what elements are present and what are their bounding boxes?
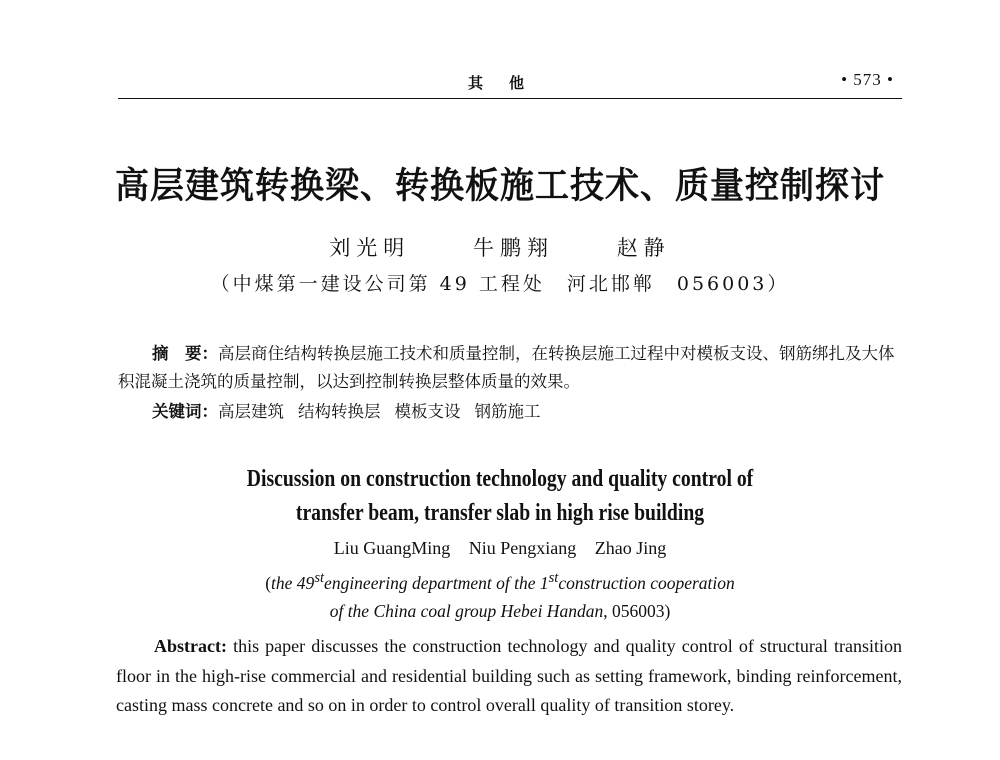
author-name: 牛鹏翔 <box>473 236 554 260</box>
keywords-label: 关键词： <box>152 402 218 421</box>
author-list <box>0 234 1000 262</box>
author-name: 刘光明 <box>329 236 411 260</box>
english-affiliation-line <box>0 564 1000 597</box>
chinese-abstract <box>118 340 906 426</box>
abstract-label: Abstract: <box>154 636 227 656</box>
english-abstract <box>116 632 902 721</box>
english-title-line: transfer beam, transfer slab in high rise building <box>295 500 705 526</box>
keyword: 模板支设 <box>394 402 461 421</box>
paper-title: 高层建筑转换梁、转换板施工技术、质量控制探讨 <box>115 165 885 207</box>
keyword: 结构转换层 <box>298 402 381 421</box>
keywords-line <box>118 398 906 426</box>
english-author-list <box>0 536 1000 560</box>
english-affiliation-line <box>0 597 1000 625</box>
english-title <box>90 462 910 530</box>
abstract-paragraph <box>118 340 906 396</box>
page-number: • 573 • <box>841 70 894 89</box>
affil-text: the 49 <box>271 572 315 593</box>
author-affiliation: （中煤第一建设公司第 49 工程处 河北邯郸 056003） <box>210 273 790 295</box>
section-name: 其他 <box>468 74 551 92</box>
affil-text: engineering department of the 1 <box>324 572 549 593</box>
affil-text: , 056003) <box>603 600 671 621</box>
abstract-text: this paper discusses the construction technology and quality control of structural transition floor in the high-rise commercial and residential building such as setting framework, binding reinforcement, casting mass concrete and so on in order to control overall quality of transition storey. <box>116 636 902 715</box>
english-affiliation <box>0 564 1000 625</box>
english-author-name: Niu Pengxiang <box>468 538 577 558</box>
header-rule <box>118 98 902 99</box>
keyword: 高层建筑 <box>218 402 284 421</box>
english-author-name: Liu GuangMing <box>333 538 451 558</box>
affil-text: construction cooperation <box>558 572 735 593</box>
keyword: 钢筋施工 <box>474 402 541 421</box>
ordinal-suffix: st <box>548 570 559 586</box>
ordinal-suffix: st <box>314 570 325 586</box>
abstract-label: 摘 要： <box>152 344 218 363</box>
english-author-name: Zhao Jing <box>594 538 667 558</box>
abstract-paragraph <box>116 632 902 721</box>
author-name: 赵静 <box>616 236 671 260</box>
running-head <box>118 66 902 96</box>
abstract-text: 高层商住结构转换层施工技术和质量控制，在转换层施工过程中对模板支设、钢筋绑扎及大体积混凝土浇筑的质量控制，以达到控制转换层整体质量的效果。 <box>118 344 895 391</box>
affil-text: of the China coal group Hebei Handan <box>329 600 604 621</box>
english-title-line: Discussion on construction technology and quality control of <box>246 466 754 492</box>
open-paren: ( <box>265 572 272 593</box>
